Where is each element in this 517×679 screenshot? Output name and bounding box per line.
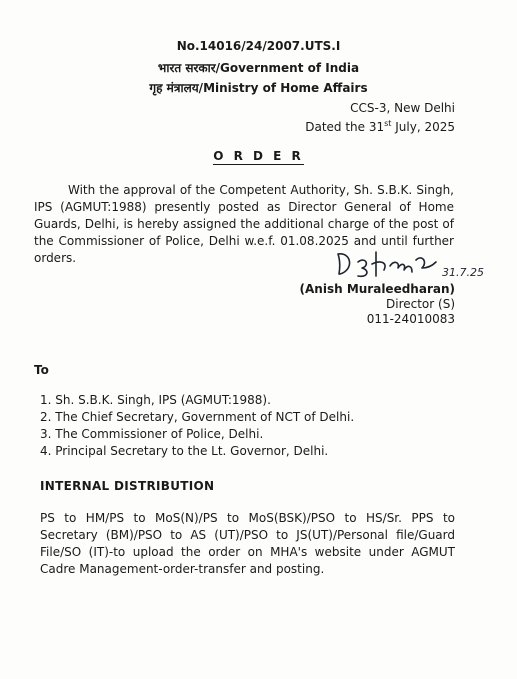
list-item: 2. The Chief Secretary, Government of NCT of Delhi. bbox=[40, 410, 355, 424]
signatory-designation: Director (S) bbox=[386, 297, 455, 311]
order-title bbox=[0, 148, 517, 164]
date-ordinal: st bbox=[384, 119, 392, 128]
signatory-phone: 011-24010083 bbox=[366, 312, 455, 326]
document-number: No.14016/24/2007.UTS.I bbox=[176, 39, 341, 53]
signature-date: 31.7.25 bbox=[442, 266, 484, 279]
list-item: 3. The Commissioner of Police, Delhi. bbox=[40, 427, 264, 441]
list-item: 1. Sh. S.B.K. Singh, IPS (AGMUT:1988). bbox=[40, 393, 271, 407]
order-title-text: O R D E R bbox=[213, 149, 304, 163]
issue-place: CCS-3, New Delhi bbox=[350, 101, 455, 115]
signatory-name: (Anish Muraleedharan) bbox=[299, 282, 455, 296]
to-label: To bbox=[34, 363, 49, 377]
internal-distribution-text: PS to HM/PS to MoS(N)/PS to MoS(BSK)/PSO to HS/Sr. PPS to Secretary (BM)/PSO to AS (UT)/PSO to JS(UT)/Personal file/Guard File/SO (IT)-to upload the order on MHA's website under AGMUT Cadre Management-order-transfer and posting. bbox=[40, 511, 455, 576]
internal-distribution-title: INTERNAL DISTRIBUTION bbox=[40, 479, 215, 493]
issue-date bbox=[305, 116, 455, 135]
order-body: With the approval of the Competent Authority, Sh. S.B.K. Singh, IPS (AGMUT:1988) presently posted as Director General of Home Guards, Delhi, is hereby assigned the additional charge of the post of the Commissioner of Police, Delhi w.e.f. 01.08.2025 and until further orders. bbox=[34, 183, 454, 265]
list-item: 4. Principal Secretary to the Lt. Governor, Delhi. bbox=[40, 444, 329, 458]
ministry-heading: गृह मंत्रालय/Ministry of Home Affairs bbox=[149, 81, 368, 95]
recipient-list bbox=[40, 392, 354, 460]
date-prefix: Dated the 31 bbox=[305, 120, 385, 134]
government-heading: भारत सरकार/Government of India bbox=[157, 61, 360, 75]
date-suffix: July, 2025 bbox=[391, 120, 455, 134]
